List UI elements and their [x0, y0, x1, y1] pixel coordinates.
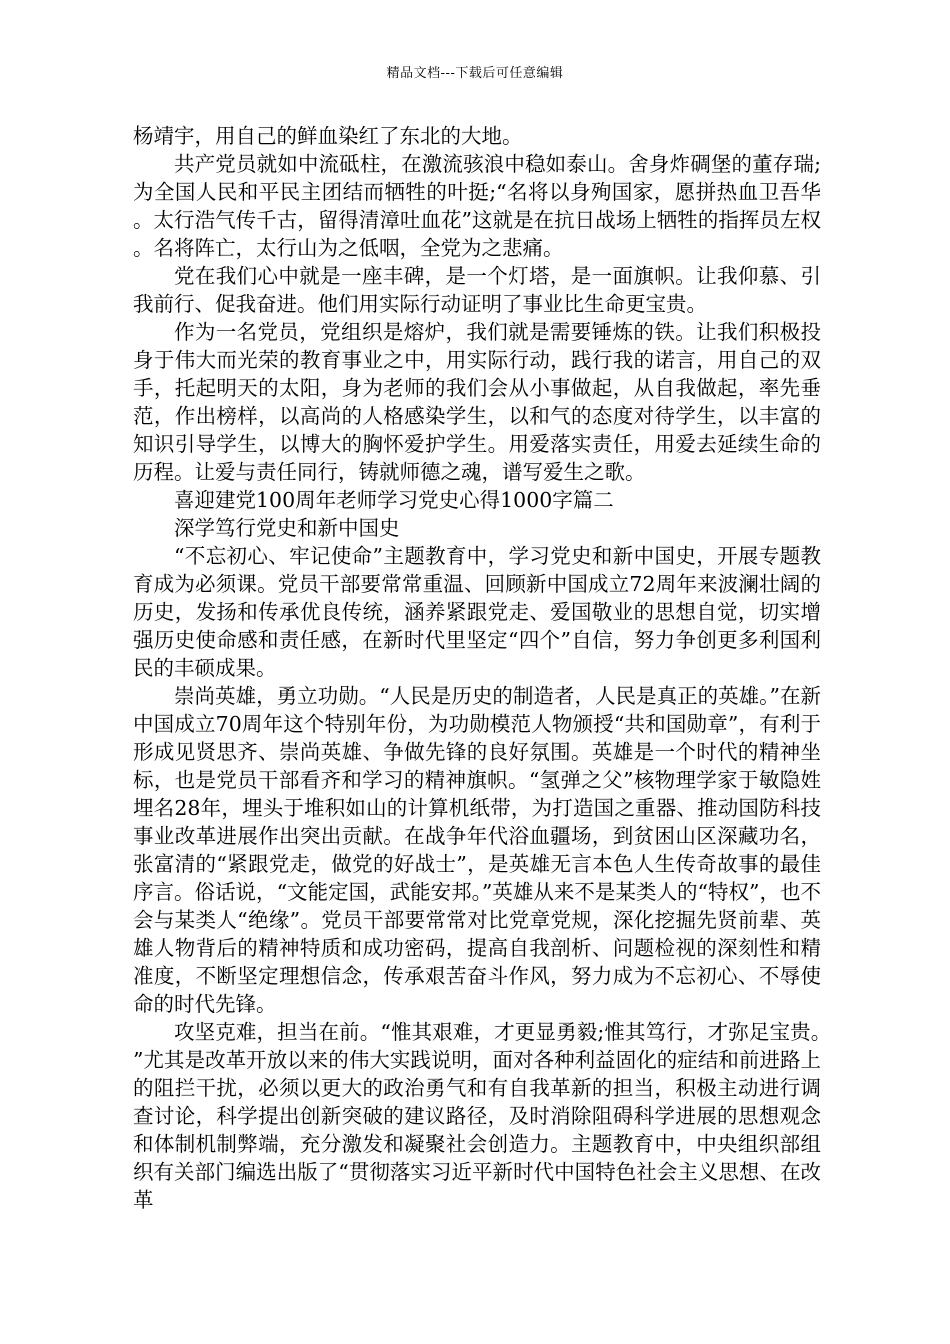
paragraph: 作为一名党员，党组织是熔炉，我们就是需要锤炼的铁。让我们积极投身于伟大而光荣的教育事业之中，用实际行动，践行我的诺言，用自己的双手，托起明天的太阳，身为老师的我们会从小事做起，从自我做起，率先垂范，作出榜样，以高尚的人格感染学生，以和气的态度对待学生，以丰富的知识引导学生，以博大的胸怀爱护学生。用爱落实责任，用爱去延续生命的历程。让爱与责任同行，铸就师德之魂，谱写爱生之歌。 [133, 320, 821, 484]
section-title: 喜迎建党100周年老师学习党史心得1000字篇二 [174, 488, 614, 512]
page-header: 精品文档---下载后可任意编辑 [386, 66, 564, 81]
document-body [133, 122, 821, 1214]
paragraph: 共产党员就如中流砥柱，在激流骇浪中稳如泰山。舍身炸碉堡的董存瑞;为全国人民和平民主团结而牺牲的叶挺;“名将以身殉国家，愿拼热血卫吾华。太行浩气传千古，留得清漳吐血花”这就是在抗日战场上牺牲的指挥员左权。名将阵亡，太行山为之低咽，全党为之悲痛。 [133, 152, 821, 260]
paragraph: 攻坚克难，担当在前。“惟其艰难，才更显勇毅;惟其笃行，才弥足宝贵。”尤其是改革开放以来的伟大实践说明，面对各种利益固化的症结和前进路上的阻拦干扰，必须以更大的政治勇气和有自我革新的担当，积极主动进行调查讨论，科学提出创新突破的建议路径，及时消除阻碍科学进展的思想观念和体制机制弊端，充分激发和凝聚社会创造力。主题教育中，中央组织部组织有关部门编选出版了“贯彻落实习近平新时代中国特色社会主义思想、在改革 [133, 1020, 821, 1212]
paragraph: “不忘初心、牢记使命”主题教育中，学习党史和新中国史，开展专题教育成为必须课。党员干部要常常重温、回顾新中国成立72周年来波澜壮阔的历史，发扬和传承优良传统，涵养紧跟党走、爱国敬业的思想自觉，切实增强历史使命感和责任感，在新时代里坚定“四个”自信，努力争创更多利国利民的丰硕成果。 [133, 544, 821, 680]
paragraph-continuation: 杨靖宇，用自己的鲜血染红了东北的大地。 [133, 124, 523, 148]
paragraph: 崇尚英雄，勇立功勋。“人民是历史的制造者，人民是真正的英雄。”在新中国成立70周年这个特别年份，为功勋模范人物颁授“共和国勋章”，有利于形成见贤思齐、崇尚英雄、争做先锋的良好氛围。英雄是一个时代的精神坐标，也是党员干部看齐和学习的精神旗帜。“氢弹之父”核物理学家于敏隐姓埋名28年，埋头于堆积如山的计算机纸带，为打造国之重器、推动国防科技事业改革进展作出突出贡献。在战争年代浴血疆场，到贫困山区深藏功名，张富清的“紧跟党走，做党的好战士”，是英雄无言本色人生传奇故事的最佳序言。俗话说，“文能定国，武能安邦。”英雄从来不是某类人的“特权”，也不会与某类人“绝缘”。党员干部要常常对比党章党规，深化挖掘先贤前辈、英雄人物背后的精神特质和成功密码，提高自我剖析、问题检视的深刻性和精准度，不断坚定理想信念，传承艰苦奋斗作风，努力成为不忘初心、不辱使命的时代先锋。 [133, 684, 821, 1016]
paragraph: 党在我们心中就是一座丰碑，是一个灯塔，是一面旗帜。让我仰慕、引我前行、促我奋进。他们用实际行动证明了事业比生命更宝贵。 [133, 264, 821, 316]
section-subtitle: 深学笃行党史和新中国史 [174, 516, 400, 540]
